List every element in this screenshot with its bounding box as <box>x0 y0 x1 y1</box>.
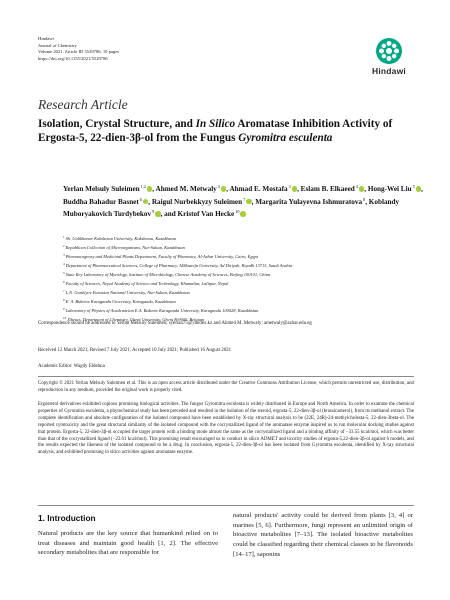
hindawi-logo-icon <box>375 37 403 65</box>
author-affiliation-marker: 10 <box>235 209 240 215</box>
author <box>63 185 154 193</box>
author-separator: , <box>297 185 299 193</box>
affiliation-text: XStruct, Department of Chemistry, Ghent University, Ghent B-9000, Belgium <box>67 316 205 322</box>
abstract: Ergosterol derivatives exhibited copious promising biological activities. The fungus Gyromitra esculenta is widely distributed in Europe and North America. In order to examine the chemical properties of Gyromitra esculenta, a phytochemical study has been preceded and resulted in the isolation of the steroid, ergosta-5, 22-dien-3β-ol (brassicasterol), from its methanol extract. The complete identification and absolute configuration of the isolated compound have been established by X-ray structural analysis to be (22E, 24R)-24-methylcholesta-5, 22-dien-3beta-ol. The reported cytotoxicity and the great structural similarity of the isolated compound with the cocrystallized ligand of the aromatase enzyme inspired us to run molecular docking studies against that protein. Ergosta-5, 22-dien-3β-ol occupied the target protein with a binding mode almost the same as the cocrystallized ligand and a binding affinity of −33.55 kcal/mol, which was better than that of the cocrystallized ligand (−22.61 kcal/mol). This promising result encouraged us to conduct in silico ADMET and toxicity studies of ergosta-5,22-dien-3β-ol against 6 models, and the results expected the likeness of the isolated compound to be a drug. In conclusion, ergosta-5, 22-dien-3β-ol has been isolated from Gyromitra esculenta, identified by X-ray structural analysis, and exhibited promising in silico activities against aromatase enzyme. <box>38 402 414 456</box>
author-affiliation-marker: 3 <box>288 184 291 189</box>
title-italic-1: In Silico <box>195 118 236 130</box>
affiliation-text: E. A. Buketov Karaganda University, Karaganda, Kazakhstan <box>65 298 176 304</box>
author-name: Hong-Wei Liu <box>367 185 412 193</box>
affiliation-number: 6 <box>63 279 65 284</box>
journal-name: Hindawi <box>38 36 54 41</box>
affiliation-text: State Key Laboratory of Mycology, Institute of Microbiology, Chinese Academy of Sciences, Beijing 100101, China <box>65 271 271 277</box>
correspondence: Correspondence should be addressed to Yerlan Melsuly Suleimen; syerlan75@yandex.kz and Ahmed M. Metwaly; ametwaly@azhar.edu.eg <box>38 321 312 326</box>
intro-text-left: Natural products are the key source that humankind relied on to treat diseases and maintain good health [1, 2]. The effective secondary metabolites that are responsible for <box>38 530 218 557</box>
author-separator: , <box>152 185 155 193</box>
author-list <box>63 182 423 220</box>
author-name: Ahmed M. Metwaly <box>155 185 217 193</box>
affiliation-text: Department of Pharmaceutical Sciences, College of Pharmacy, AlMaarefa University, Ad Diriyah, Riyadh 13713, Saudi Arabia <box>65 262 293 268</box>
author-separator: , <box>365 197 367 206</box>
title-part-2: Aromatase Inhibition Activity of Ergosta-5, 22-dien-3β-ol from the Fungus <box>38 118 393 144</box>
title-italic-2: Gyromitra esculenta <box>238 131 333 144</box>
author-affiliation-marker: 4 <box>355 184 358 189</box>
author-separator: , <box>364 185 367 193</box>
author-affiliation-marker: 1,2 <box>140 184 146 189</box>
affiliation <box>63 243 423 252</box>
affiliation-number: 4 <box>63 261 65 266</box>
author-name: Ahmad E. Mostafa <box>229 185 288 193</box>
hindawi-logo <box>367 37 411 76</box>
author-affiliation-marker: 5 <box>412 184 415 189</box>
divider <box>38 376 414 377</box>
author <box>152 198 254 206</box>
affiliation-number: 1 <box>63 235 65 239</box>
journal-doi[interactable]: https://doi.org/10.1155/2021/5529786 <box>38 55 108 61</box>
author-name: Margarita Yulayevna Ishmuratova <box>255 197 363 206</box>
affiliation <box>63 288 423 297</box>
author-separator: , <box>226 185 229 193</box>
affiliation-number: 3 <box>63 252 65 257</box>
journal-title: Journal of Chemistry <box>38 42 77 48</box>
author-separator: , <box>251 197 254 206</box>
affiliation-list <box>63 234 423 324</box>
affiliation <box>63 306 423 315</box>
title-part-1: Isolation, Crystal Structure, and <box>38 118 196 130</box>
affiliation <box>63 297 423 306</box>
affiliation-number: 9 <box>63 306 65 311</box>
author-separator: , and <box>160 210 176 219</box>
orcid-icon[interactable] <box>240 211 245 216</box>
author <box>156 185 229 193</box>
author <box>301 185 366 193</box>
affiliation-number: 10 <box>63 315 67 320</box>
author <box>63 198 150 206</box>
author <box>229 185 298 193</box>
affiliation-number: 7 <box>63 288 65 293</box>
article-type: Research Article <box>38 97 128 112</box>
author-affiliation-marker: 6 <box>139 196 142 202</box>
article-title <box>38 118 418 145</box>
affiliation <box>63 279 423 288</box>
author-name: Koblandy Muboryakovich Turdybekov <box>63 197 400 219</box>
publication-dates: Received 12 March 2021; Revised 7 July 2021; Accepted 10 July 2021; Published 16 August 2021 <box>38 348 232 353</box>
affiliation-text: Pharmacognosy and Medicinal Plants Department, Faculty of Pharmacy, Al-Azhar University, Cairo, Egypt <box>65 253 258 259</box>
author-name: Buddha Bahadur Basnet <box>63 197 139 206</box>
affiliation <box>63 270 423 279</box>
copyright-notice: Copyright © 2021 Yerlan Melsuly Suleimen et al. This is an open access article distributed under the Creative Commons Attribution License, which permits unrestricted use, distribution, and reproduction in any medium, provided the original work is properly cited. <box>38 381 414 393</box>
affiliation-text: L.N. Gumilyov Eurasian National University, Nur-Sultan, Kazakhstan <box>65 289 190 295</box>
journal-meta <box>38 36 119 62</box>
affiliation <box>63 234 423 243</box>
author-name: Raigul Nurbekkyzy Suleimen <box>151 197 243 206</box>
affiliation-text: Laboratory of Physics of Academician E.A. Buketov Karaganda University, Karaganda 100028, Kazakhstan <box>65 307 259 313</box>
affiliation-text: Republican Collection of Microorganisms, Nur-Sultan, Kazakhstan <box>65 244 185 250</box>
author-separator: , <box>421 185 423 193</box>
affiliation-number: 5 <box>63 270 65 275</box>
section-heading-introduction: 1. Introduction <box>38 513 96 523</box>
hindawi-logo-text: Hindawi <box>372 66 406 76</box>
affiliation-text: Sh. Ualikhanov Kokshetau University, Kokshetau, Kazakhstan <box>65 236 177 241</box>
author-affiliation-marker: 9 <box>152 209 155 215</box>
intro-text-right: natural products' activity could be derived from plants [3, 4] or marines [5, 6]. Furthermore, fungi represent an unlimited origin of bioactive metabolites [7–13]. The isolated bioactive metabolites could be classified regarding their chemical classes to be flavonoids [14–17], saponins <box>233 512 413 558</box>
author-name: Eslam B. Elkaeed <box>300 185 355 193</box>
journal-volume: Volume 2021, Article ID 5529786, 10 pages <box>38 49 120 55</box>
author-name: Yerlan Melsuly Suleimen <box>63 185 140 193</box>
academic-editor: Academic Editor: Wagdy Eldehna <box>38 364 105 369</box>
author-affiliation-marker: 7 <box>243 196 246 202</box>
affiliation-number: 8 <box>63 297 65 302</box>
affiliation <box>63 261 423 270</box>
affiliation-number: 2 <box>63 243 65 248</box>
divider <box>38 505 414 506</box>
author <box>255 198 367 206</box>
author <box>178 210 246 218</box>
affiliation-text: Faculty of Sciences, Nepal Academy of Science and Technology, Khumaltar, Lalitpur, Nepal <box>65 280 229 286</box>
author-name: Kristof Van Hecke <box>177 210 235 219</box>
author-affiliation-marker: 8 <box>363 196 366 202</box>
author <box>368 185 423 193</box>
affiliation <box>63 252 423 261</box>
author-affiliation-marker: 3 <box>217 184 220 189</box>
author-separator: , <box>148 197 151 206</box>
